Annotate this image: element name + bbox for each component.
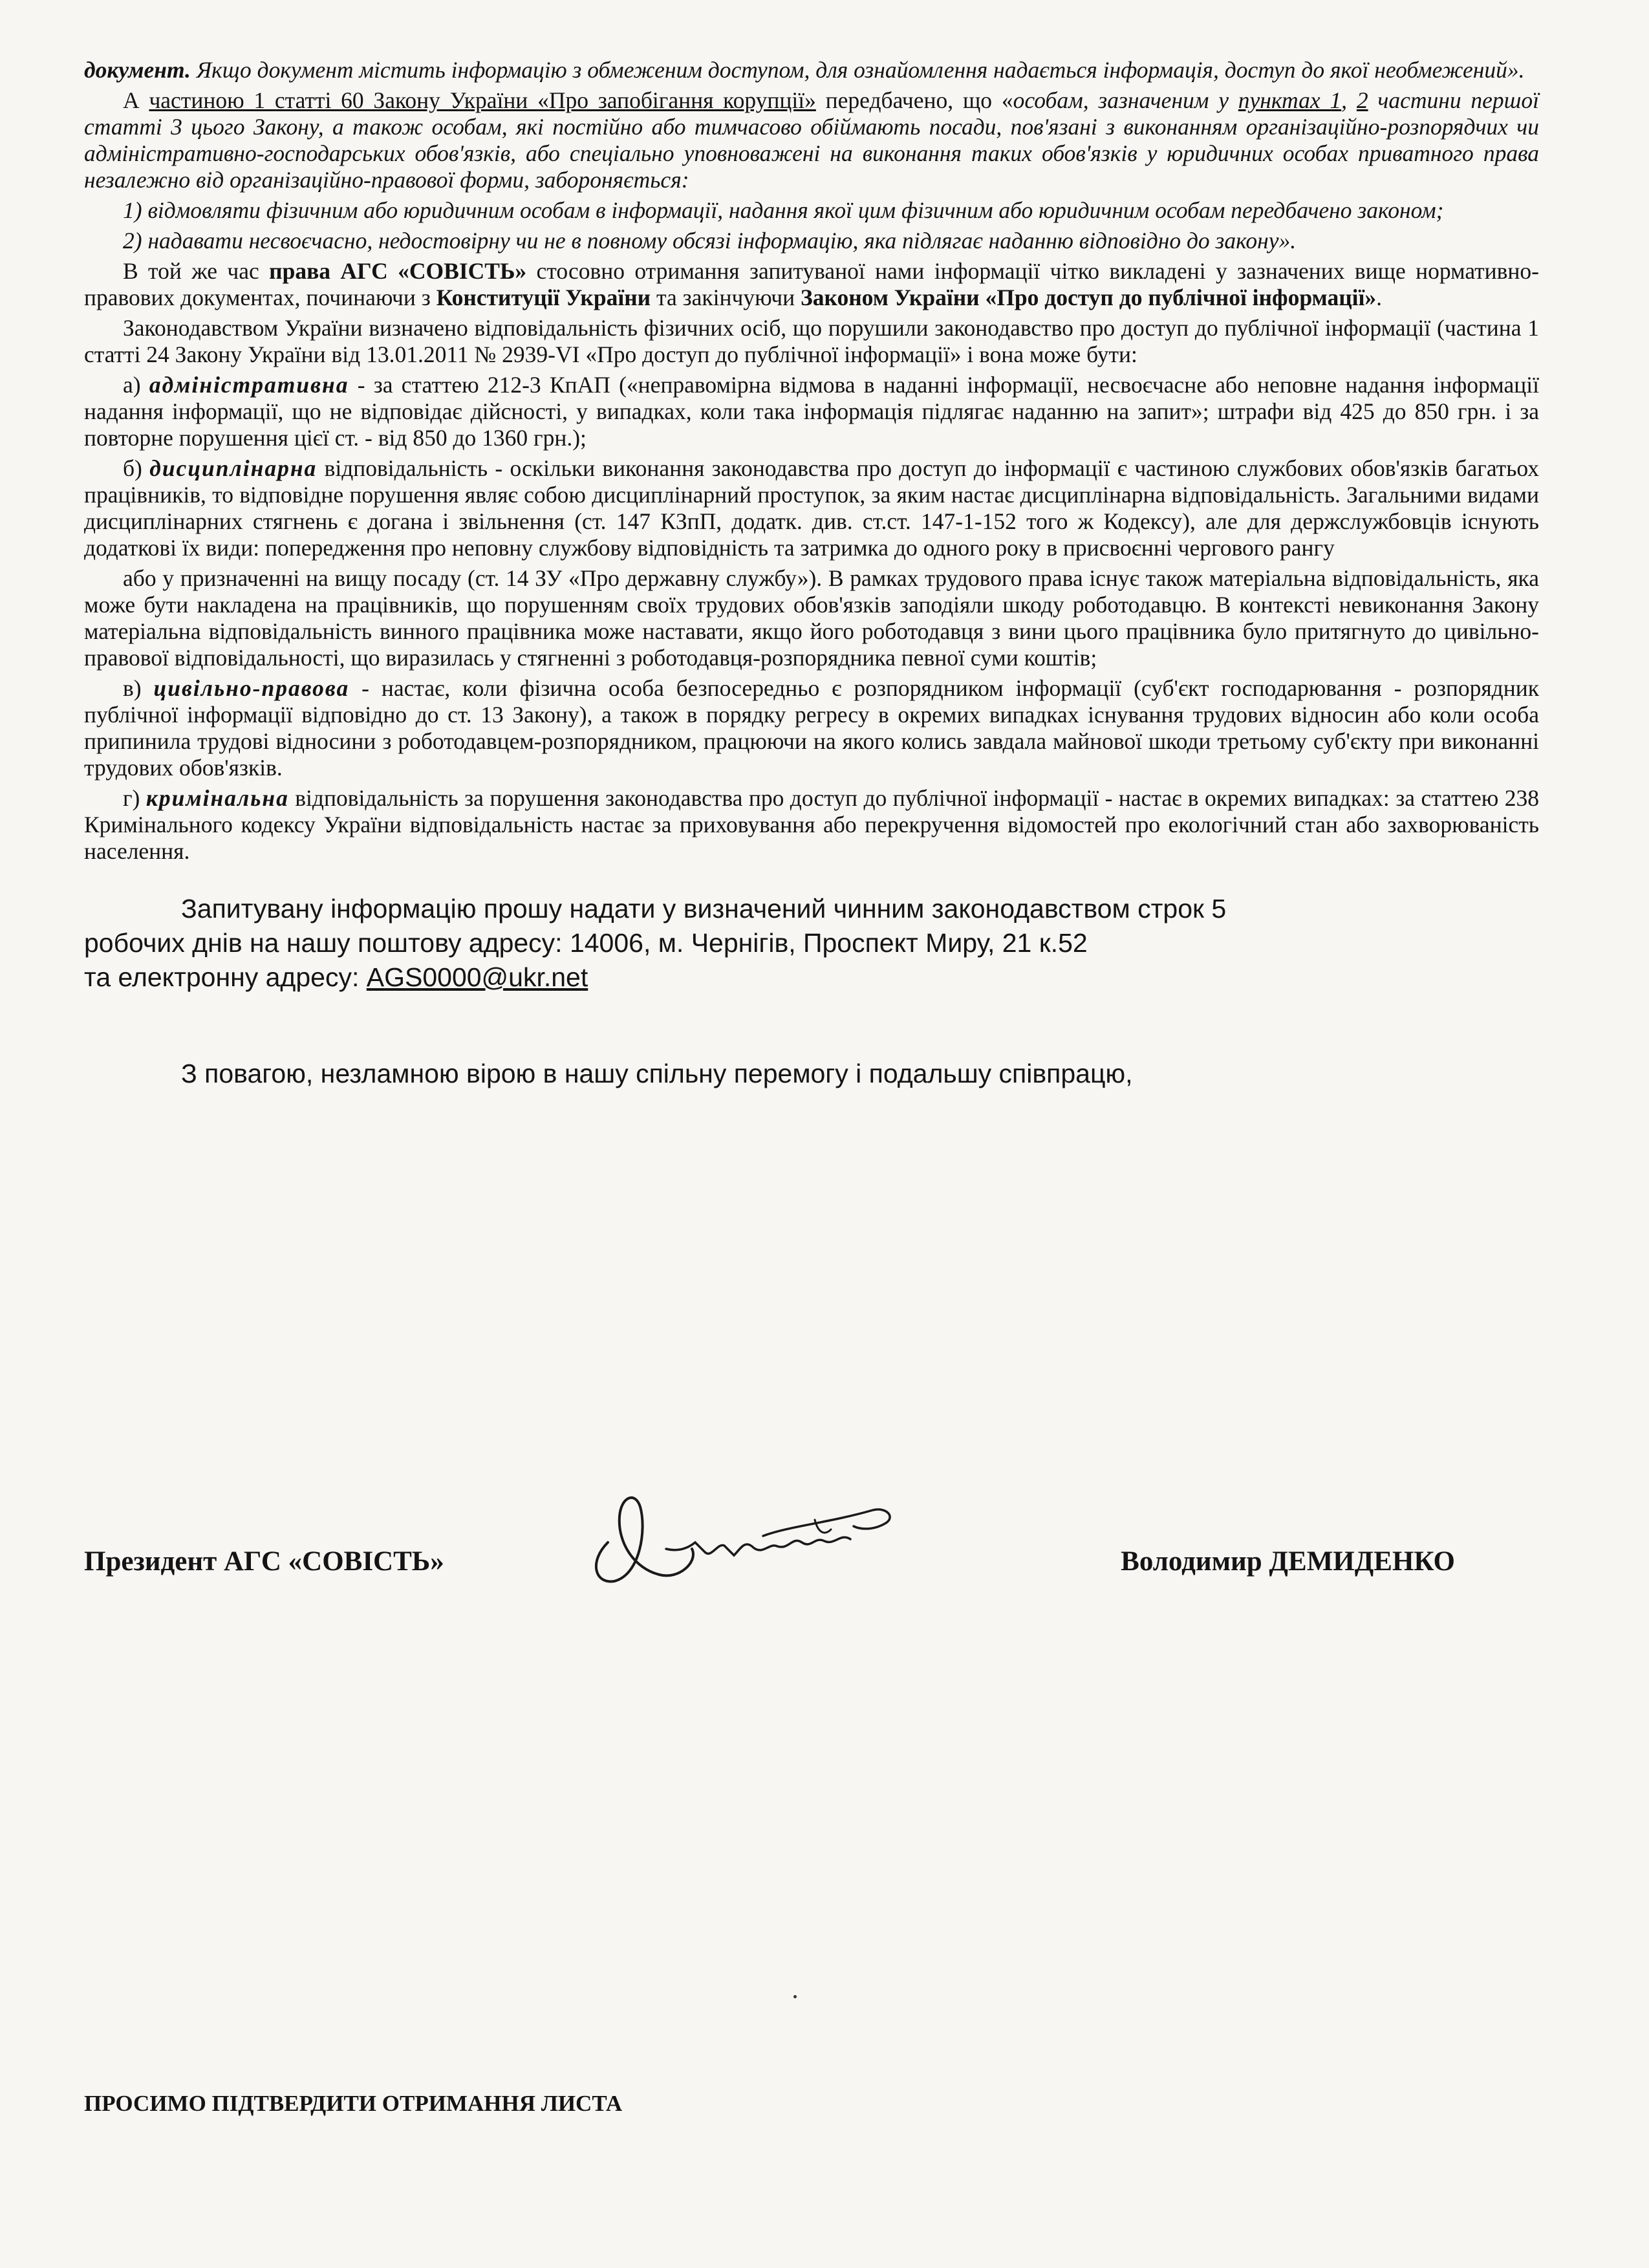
- request-line-1: Запитувану інформацію прошу надати у визначений чинним законодавством строк 5: [181, 894, 1227, 923]
- responsibility-disciplinary: б) дисциплінарна відповідальність - оскільки виконання законодавства про доступ до інформації є частиною службових обов'язків багатьох працівників, то відповідне порушення являє собою дисциплінарний проступок, за яким настає дисциплінарна відповідальність. Загальними видами дисциплінарних стягнень є догана і звільнення (ст. 147 КЗпП, додатк. див. ст.ст. 147-1-152 того ж Кодексу), але для держслужбовців існують додаткові їх види: попередження про неповну службову відповідність та затримка до одного року в присвоєнні чергового рангу: [84, 455, 1540, 561]
- signer-role: Президент АГС «СОВІСТЬ»: [84, 1546, 444, 1577]
- prohibition-item-2: 2) надавати несвоєчасно, недостовірну чи не в повному обсязі інформацію, яка підлягає наданню відповідно до закону».: [123, 228, 1297, 254]
- paragraph-corruption-law: А частиною 1 статті 60 Закону України «Про запобігання корупції» передбачено, що «особам, зазначеним у пунктах 1, 2 частини першої статті 3 цього Закону, а також особам, які постійно або тимчасово обіймають посади, пов'язані з виконанням організаційно-розпорядчих чи адміністративно-господарських обов'язків, або спеціально уповноважені на виконання таких обов'язків у юридичних особах приватного права незалежно від організаційно-правової форми, забороняється:: [84, 87, 1540, 193]
- signer-name: Володимир ДЕМИДЕНКО: [1121, 1546, 1455, 1577]
- paragraph-rights: В той же час права АГС «СОВІСТЬ» стосовно отримання запитуваної нами інформації чітко викладені у зазначених вище нормативно-правових документах, починаючи з Конституції України та закінчуючи Законом України «Про доступ до публічної інформації».: [84, 258, 1540, 310]
- paragraph-responsibility: Законодавством України визначено відповідальність фізичних осіб, що порушили законодавство про доступ до публічної інформації (частина 1 статті 24 Закону України від 13.01.2011 № 2939-VI «Про доступ до публічної інформації» і вона може бути:: [84, 315, 1539, 367]
- responsibility-civil: в) цивільно-правова - настає, коли фізична особа безпосередньо є розпорядником інформації (суб'єкт господарювання - розпорядник публічної інформації відповідно до ст. 13 Закону), а також в порядку регресу в окремих випадках існування трудових відносин або коли особа припинила трудові відносини з роботодавцем-розпорядником, працюючи на якого колись завдала майнової шкоди третьому суб'єкту при виконанні трудових обов'язків.: [84, 675, 1539, 781]
- responsibility-material: або у призначенні на вищу посаду (ст. 14 ЗУ «Про державну службу»). В рамках трудового права існує також матеріальна відповідальність, яка може бути накладена на працівників, що порушенням своїх трудових обов'язків заподіяли шкоду роботодавцю. В контексті невиконання Закону матеріальна відповідальність винного працівника може наставати, якщо його роботодавця з вини цього працівника було притягнуто до цивільно-правової відповідальності, що виразилась у стягненні з роботодавця-розпорядника певної суми коштів;: [84, 565, 1539, 671]
- responsibility-criminal: г) кримінальна відповідальність за порушення законодавства про доступ до публічної інформації - настає в окремих випадках: за статтею 238 Кримінального кодексу України відповідальність настає за приховування або перекручення відомостей про екологічний стан або захворюваність населення.: [84, 785, 1539, 864]
- responsibility-administrative: а) адміністративна - за статтею 212-3 КпАП («неправомірна відмова в наданні інформації, несвоєчасне або неповне надання інформації надання інформації, що не відповідає дійсності, у випадках, коли така інформація підлягає наданню на запит»; штрафи від 425 до 850 грн. і за повторне порушення цієї ст. - від 850 до 1360 грн.);: [84, 372, 1539, 451]
- email-link[interactable]: AGS0000@ukr.net: [366, 962, 588, 992]
- points-link-2[interactable]: 2: [1356, 87, 1368, 113]
- prohibition-item-1: 1) відмовляти фізичним або юридичним особам в інформації, надання якої цим фізичним або юридичним особам передбачено законом;: [123, 197, 1444, 223]
- signature-row: [84, 1539, 1455, 1591]
- law-link[interactable]: частиною 1 статті 60 Закону України «Про запобігання корупції»: [149, 87, 816, 113]
- points-link-1[interactable]: пунктах 1: [1238, 87, 1342, 113]
- stray-dot: [793, 1995, 797, 1998]
- request-line-2: робочих днів на нашу поштову адресу: 14006, м. Чернігів, Проспект Миру, 21 к.52: [84, 928, 1088, 958]
- request-line-3: та електронну адресу: AGS0000@ukr.net: [84, 962, 588, 992]
- regards-line: З повагою, незламною вірою в нашу спільну перемогу і подальшу співпрацю,: [181, 1059, 1133, 1088]
- request-block: [84, 892, 1539, 995]
- paragraph-continuation: документ. Якщо документ містить інформацію з обмеженим доступом, для ознайомлення надається інформація, доступ до якої необмежений».: [84, 57, 1525, 83]
- letter-body: [84, 57, 1539, 1091]
- confirm-receipt-note: ПРОСИМО ПІДТВЕРДИТИ ОТРИМАННЯ ЛИСТА: [84, 2091, 623, 2116]
